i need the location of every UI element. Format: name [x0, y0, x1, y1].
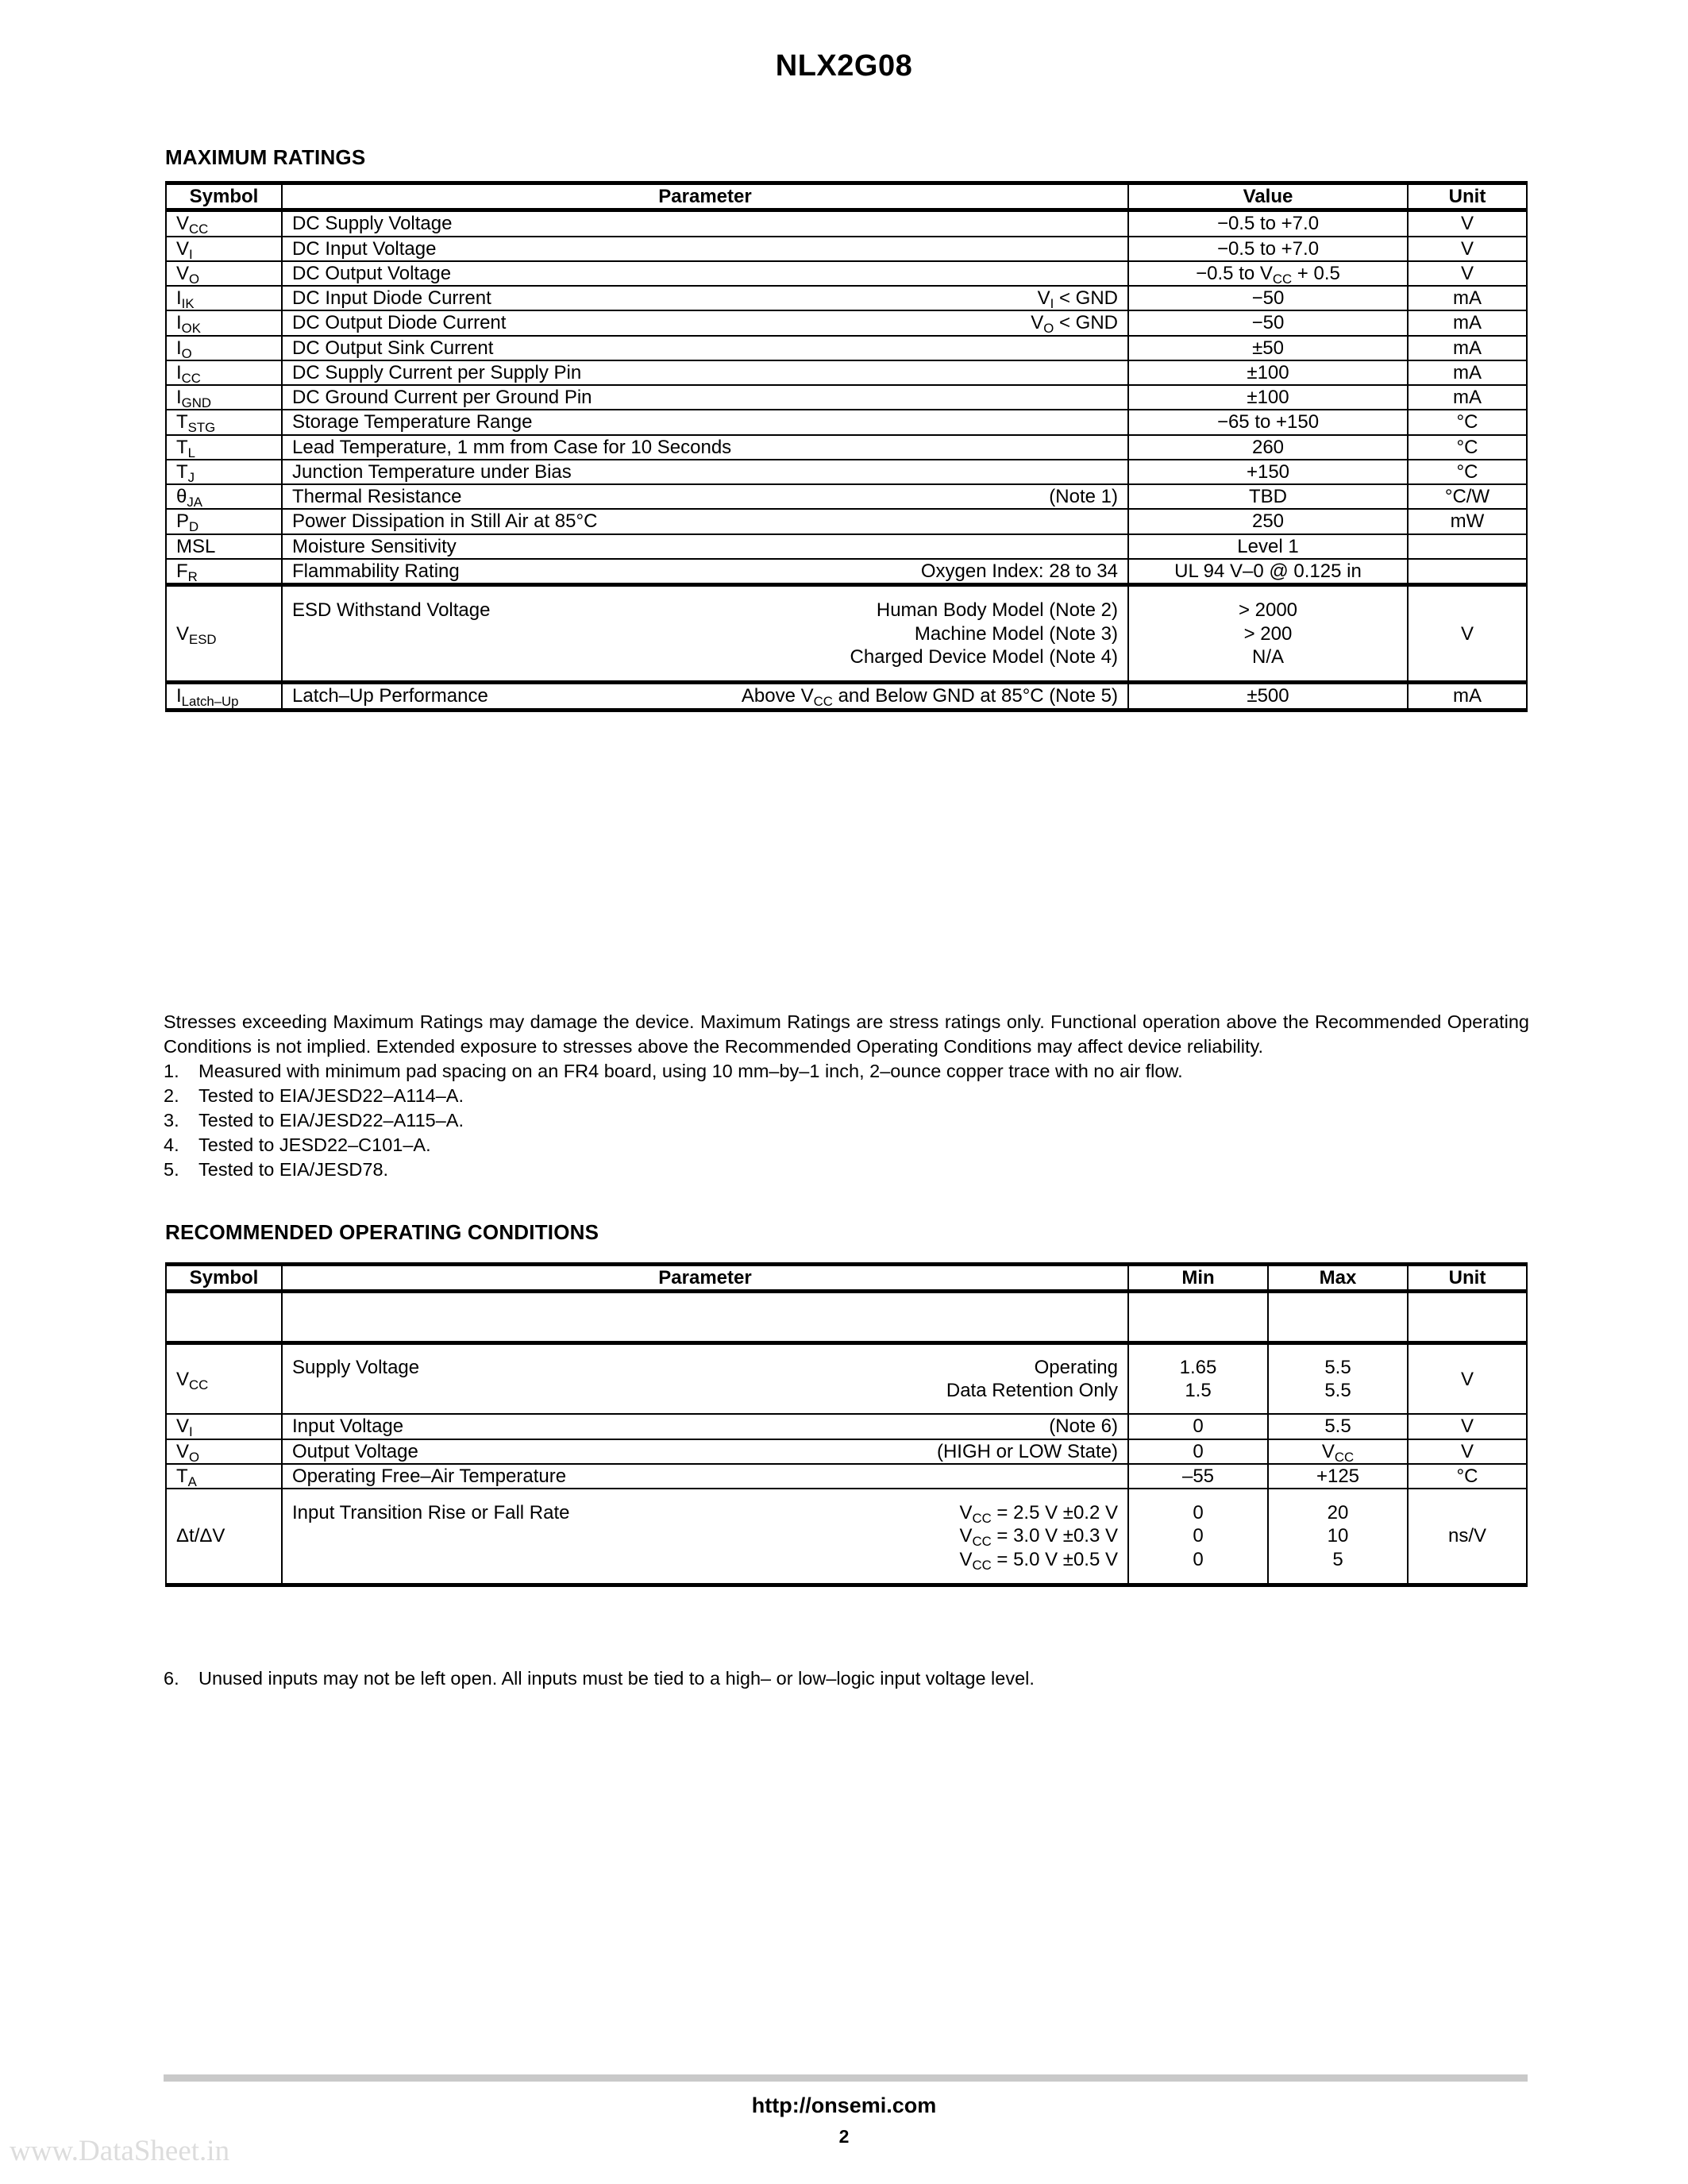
cell-symbol: $I_{IK}$: [166, 286, 282, 310]
footer-divider: [164, 2074, 1528, 2082]
cell-symbol: $\theta_{JA}$: [166, 484, 282, 509]
cell-value: ±50: [1128, 336, 1408, 360]
maximum-ratings-table: [165, 181, 1528, 712]
table-row: [166, 435, 1527, 460]
recommended-operating-conditions-table: [165, 1262, 1528, 1587]
cell-parameter: Operating Free–Air Temperature: [282, 1464, 1128, 1489]
note-item: 3. Tested to EIA/JESD22–A115–A.: [164, 1108, 1529, 1133]
cell-unit: ns/V: [1408, 1489, 1527, 1585]
cell-symbol: [166, 1292, 282, 1343]
cell-unit: °C: [1408, 410, 1527, 434]
cell-unit: V: [1408, 210, 1527, 237]
cell-min: –55: [1128, 1464, 1268, 1489]
cell-unit: mA: [1408, 286, 1527, 310]
cell-value: ±100: [1128, 360, 1408, 385]
cell-unit: V: [1408, 1414, 1527, 1439]
table-row: [166, 1343, 1527, 1415]
cell-symbol: $I_{GND}$: [166, 385, 282, 410]
table-row: [166, 1414, 1527, 1439]
table-row: [166, 534, 1527, 559]
table-row: [166, 683, 1527, 710]
cell-unit: V: [1408, 1439, 1527, 1464]
cell-max: 5.5 5.5: [1268, 1343, 1408, 1415]
note-item: 1. Measured with minimum pad spacing on an FR4 board, using 10 mm–by–1 inch, 2–ounce copper trace with no air flow.: [164, 1059, 1529, 1084]
note-item: 5. Tested to EIA/JESD78.: [164, 1157, 1529, 1182]
table-header-row: [166, 183, 1527, 210]
cell-unit: mW: [1408, 509, 1527, 533]
column-header-max: Max: [1268, 1265, 1408, 1292]
table-row: [166, 237, 1527, 261]
cell-unit: [1408, 1292, 1527, 1343]
cell-parameter: Thermal Resistance (Note 1): [282, 484, 1128, 509]
table-row: [166, 385, 1527, 410]
cell-symbol: $P_D$: [166, 509, 282, 533]
cell-parameter: [282, 1292, 1128, 1343]
cell-value: −50: [1128, 310, 1408, 335]
cell-unit: mA: [1408, 360, 1527, 385]
cell-max: 20 10 5: [1268, 1489, 1408, 1585]
watermark: www.DataSheet.in: [10, 2135, 230, 2167]
note-number: 2.: [164, 1085, 179, 1107]
footer-url[interactable]: http://onsemi.com: [751, 2093, 937, 2117]
column-header-parameter: Parameter: [282, 1265, 1128, 1292]
cell-value: UL 94 V–0 @ 0.125 in: [1128, 559, 1408, 585]
cell-parameter: DC Output Diode Current $V_O$ < GND: [282, 310, 1128, 335]
cell-parameter: Junction Temperature under Bias: [282, 460, 1128, 484]
recommended-operating-conditions-notes: [164, 1666, 1529, 1691]
cell-max: +125: [1268, 1464, 1408, 1489]
cell-unit: V: [1408, 261, 1527, 286]
cell-value: −0.5 to +7.0: [1128, 237, 1408, 261]
cell-parameter: DC Input Voltage: [282, 237, 1128, 261]
cell-symbol: Δt/ΔV: [166, 1489, 282, 1585]
cell-symbol: $F_R$: [166, 559, 282, 585]
table-row: [166, 1292, 1527, 1343]
cell-parameter: Input Transition Rise or Fall Rate $V_{CC} = 2.5$ V ±0.2 V $V_{CC} = 3.0$ V ±0.3 V $V_{CC} = 5.0$ V ±0.5 V: [282, 1489, 1128, 1585]
footer-page-number: 2: [838, 2126, 850, 2147]
cell-unit: °C: [1408, 1464, 1527, 1489]
cell-max: 5.5: [1268, 1414, 1408, 1439]
cell-value: ±500: [1128, 683, 1408, 710]
cell-unit: V: [1408, 585, 1527, 683]
cell-symbol: $V_O$: [166, 1439, 282, 1464]
maximum-ratings-notes: [164, 1010, 1529, 1182]
table-row: [166, 410, 1527, 434]
cell-symbol: $T_J$: [166, 460, 282, 484]
column-header-parameter: Parameter: [282, 183, 1128, 210]
table-row: [166, 286, 1527, 310]
recommended-operating-conditions-heading: RECOMMENDED OPERATING CONDITIONS: [165, 1220, 599, 1244]
cell-parameter: Supply Voltage Operating Data Retention Only: [282, 1343, 1128, 1415]
cell-value: +150: [1128, 460, 1408, 484]
table-row: [166, 210, 1527, 237]
column-header-symbol: Symbol: [166, 1265, 282, 1292]
cell-value: −65 to +150: [1128, 410, 1408, 434]
cell-min: [1128, 1292, 1268, 1343]
cell-parameter: DC Input Diode Current $V_I$ < GND: [282, 286, 1128, 310]
cell-symbol: $T_L$: [166, 435, 282, 460]
column-header-value: Value: [1128, 183, 1408, 210]
table-row: [166, 310, 1527, 335]
table-row: [166, 336, 1527, 360]
note-item: 4. Tested to JESD22–C101–A.: [164, 1133, 1529, 1157]
cell-value: ±100: [1128, 385, 1408, 410]
cell-parameter: Storage Temperature Range: [282, 410, 1128, 434]
cell-value: −50: [1128, 286, 1408, 310]
page-title: NLX2G08: [775, 49, 913, 83]
note-item: 2. Tested to EIA/JESD22–A114–A.: [164, 1084, 1529, 1108]
table-row: [166, 261, 1527, 286]
cell-value: TBD: [1128, 484, 1408, 509]
cell-max: [1268, 1292, 1408, 1343]
cell-value: Level 1: [1128, 534, 1408, 559]
cell-unit: mA: [1408, 336, 1527, 360]
cell-parameter: Moisture Sensitivity: [282, 534, 1128, 559]
cell-symbol: MSL: [166, 534, 282, 559]
note-item: 6. Unused inputs may not be left open. All inputs must be tied to a high– or low–logic input voltage level.: [164, 1666, 1529, 1691]
table-row: [166, 509, 1527, 533]
cell-symbol: $V_{CC}$: [166, 1343, 282, 1415]
cell-parameter: ESD Withstand Voltage Human Body Model (Note 2) Machine Model (Note 3) Charged Device Model (Note 4): [282, 585, 1128, 683]
table-row: [166, 1464, 1527, 1489]
cell-value: 260: [1128, 435, 1408, 460]
cell-unit: mA: [1408, 385, 1527, 410]
stresses-paragraph: Stresses exceeding Maximum Ratings may damage the device. Maximum Ratings are stress ratings only. Functional operation above the Recommended Operating Conditions is not implied. Extended exposure to stresses above the Recommended Operating Conditions may affect device reliability.: [164, 1011, 1529, 1057]
cell-unit: °C: [1408, 435, 1527, 460]
cell-unit: [1408, 559, 1527, 585]
note-number: 4.: [164, 1134, 179, 1156]
table-row: [166, 460, 1527, 484]
cell-symbol: $T_{STG}$: [166, 410, 282, 434]
cell-parameter: DC Ground Current per Ground Pin: [282, 385, 1128, 410]
cell-symbol: $V_O$: [166, 261, 282, 286]
cell-symbol: $I_O$: [166, 336, 282, 360]
cell-unit: °C: [1408, 460, 1527, 484]
column-header-unit: Unit: [1408, 1265, 1527, 1292]
cell-symbol: $I_{CC}$: [166, 360, 282, 385]
table-row: [166, 1439, 1527, 1464]
note-number: 3.: [164, 1110, 179, 1131]
table-row: [166, 559, 1527, 585]
cell-parameter: DC Supply Voltage: [282, 210, 1128, 237]
cell-parameter: Power Dissipation in Still Air at 85°C: [282, 509, 1128, 533]
cell-unit: mA: [1408, 310, 1527, 335]
cell-unit: mA: [1408, 683, 1527, 710]
table-row: [166, 360, 1527, 385]
cell-symbol: $V_I$: [166, 237, 282, 261]
table-header-row: [166, 1265, 1527, 1292]
note-number: 6.: [164, 1668, 179, 1689]
cell-value: −0.5 to $V_{CC} + 0.5$: [1128, 261, 1408, 286]
cell-min: 0: [1128, 1414, 1268, 1439]
cell-parameter: Output Voltage (HIGH or LOW State): [282, 1439, 1128, 1464]
cell-symbol: $V_{ESD}$: [166, 585, 282, 683]
note-number: 1.: [164, 1061, 179, 1082]
cell-min: 0 0 0: [1128, 1489, 1268, 1585]
cell-unit: V: [1408, 1343, 1527, 1415]
cell-parameter: DC Supply Current per Supply Pin: [282, 360, 1128, 385]
table-row: [166, 585, 1527, 683]
cell-symbol: $T_A$: [166, 1464, 282, 1489]
table-row: [166, 1489, 1527, 1585]
cell-min: 1.65 1.5: [1128, 1343, 1268, 1415]
cell-symbol: $I_{Latch-Up}$: [166, 683, 282, 710]
cell-parameter: DC Output Voltage: [282, 261, 1128, 286]
cell-min: 0: [1128, 1439, 1268, 1464]
cell-max: $V_{CC}$: [1268, 1439, 1408, 1464]
cell-value: 250: [1128, 509, 1408, 533]
cell-symbol: $V_{CC}$: [166, 210, 282, 237]
cell-unit: °C/W: [1408, 484, 1527, 509]
cell-parameter: Latch–Up Performance Above $V_{CC}$ and Below GND at 85°C (Note 5): [282, 683, 1128, 710]
cell-unit: [1408, 534, 1527, 559]
column-header-unit: Unit: [1408, 183, 1527, 210]
cell-unit: V: [1408, 237, 1527, 261]
cell-symbol: $I_{OK}$: [166, 310, 282, 335]
column-header-symbol: Symbol: [166, 183, 282, 210]
cell-parameter: Input Voltage (Note 6): [282, 1414, 1128, 1439]
cell-symbol: $V_I$: [166, 1414, 282, 1439]
cell-value: −0.5 to +7.0: [1128, 210, 1408, 237]
cell-parameter: Lead Temperature, 1 mm from Case for 10 Seconds: [282, 435, 1128, 460]
cell-parameter: Flammability Rating Oxygen Index: 28 to 34: [282, 559, 1128, 585]
cell-parameter: DC Output Sink Current: [282, 336, 1128, 360]
column-header-min: Min: [1128, 1265, 1268, 1292]
maximum-ratings-heading: MAXIMUM RATINGS: [165, 145, 366, 169]
table-row: [166, 484, 1527, 509]
note-number: 5.: [164, 1159, 179, 1181]
cell-value: > 2000 > 200 N/A: [1128, 585, 1408, 683]
